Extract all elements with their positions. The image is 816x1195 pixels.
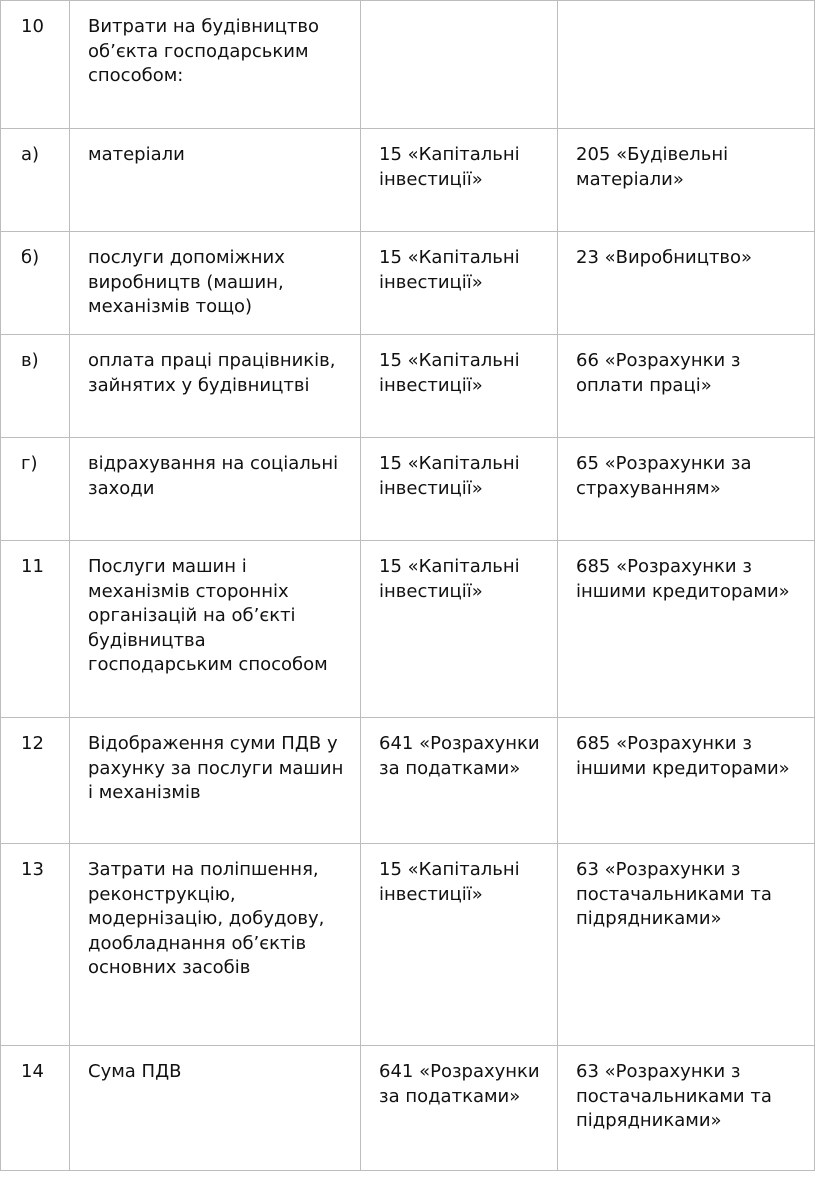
row-number-cell: 11 — [1, 541, 70, 718]
debit-account-cell: 15 «Капітальні інвестиції» — [361, 541, 558, 718]
row-number-cell: 14 — [1, 1046, 70, 1171]
operation-description-cell: послуги допоміжних виробництв (машин, механізмів тощо) — [70, 232, 361, 335]
credit-account-cell: 63 «Розрахунки з постачальниками та підрядниками» — [558, 844, 815, 1046]
debit-account-cell: 15 «Капітальні інвестиції» — [361, 129, 558, 232]
row-number-cell: а) — [1, 129, 70, 232]
table-row — [1, 129, 815, 232]
row-number-cell: 10 — [1, 1, 70, 129]
row-number-cell: 12 — [1, 718, 70, 844]
credit-account-cell: 205 «Будівельні матеріали» — [558, 129, 815, 232]
table-row — [1, 844, 815, 1046]
operation-description-cell: Сума ПДВ — [70, 1046, 361, 1171]
credit-account-cell: 685 «Розрахунки з іншими кредиторами» — [558, 541, 815, 718]
credit-account-cell: 66 «Розрахунки з оплати праці» — [558, 335, 815, 438]
debit-account-cell: 15 «Капітальні інвестиції» — [361, 335, 558, 438]
debit-account-cell — [361, 1, 558, 129]
operation-description-cell: Затрати на поліпшення, реконструкцію, модернізацію, добудову, дообладнання об’єктів основних засобів — [70, 844, 361, 1046]
operation-description-cell: Послуги машин і механізмів сторонніх організацій на об’єкті будівництва господарським способом — [70, 541, 361, 718]
credit-account-cell — [558, 1, 815, 129]
credit-account-cell: 685 «Розрахунки з іншими кредиторами» — [558, 718, 815, 844]
credit-account-cell: 63 «Розрахунки з постачальниками та підрядниками» — [558, 1046, 815, 1171]
table-row — [1, 541, 815, 718]
operation-description-cell: Відображення суми ПДВ у рахунку за послуги машин і механізмів — [70, 718, 361, 844]
debit-account-cell: 15 «Капітальні інвестиції» — [361, 844, 558, 1046]
table-row — [1, 335, 815, 438]
row-number-cell: б) — [1, 232, 70, 335]
credit-account-cell: 23 «Виробництво» — [558, 232, 815, 335]
debit-account-cell: 641 «Розрахунки за податками» — [361, 718, 558, 844]
debit-account-cell: 641 «Розрахунки за податками» — [361, 1046, 558, 1171]
table-row — [1, 1, 815, 129]
table-row — [1, 232, 815, 335]
table-row — [1, 1046, 815, 1171]
row-number-cell: в) — [1, 335, 70, 438]
credit-account-cell: 65 «Розрахунки за страхуванням» — [558, 438, 815, 541]
debit-account-cell: 15 «Капітальні інвестиції» — [361, 438, 558, 541]
debit-account-cell: 15 «Капітальні інвестиції» — [361, 232, 558, 335]
table-row — [1, 718, 815, 844]
row-number-cell: 13 — [1, 844, 70, 1046]
operation-description-cell: відрахування на соціальні заходи — [70, 438, 361, 541]
operation-description-cell: оплата праці працівників, зайнятих у будівництві — [70, 335, 361, 438]
operation-description-cell: Витрати на будівництво об’єкта господарським способом: — [70, 1, 361, 129]
table-row — [1, 438, 815, 541]
row-number-cell: г) — [1, 438, 70, 541]
operation-description-cell: матеріали — [70, 129, 361, 232]
